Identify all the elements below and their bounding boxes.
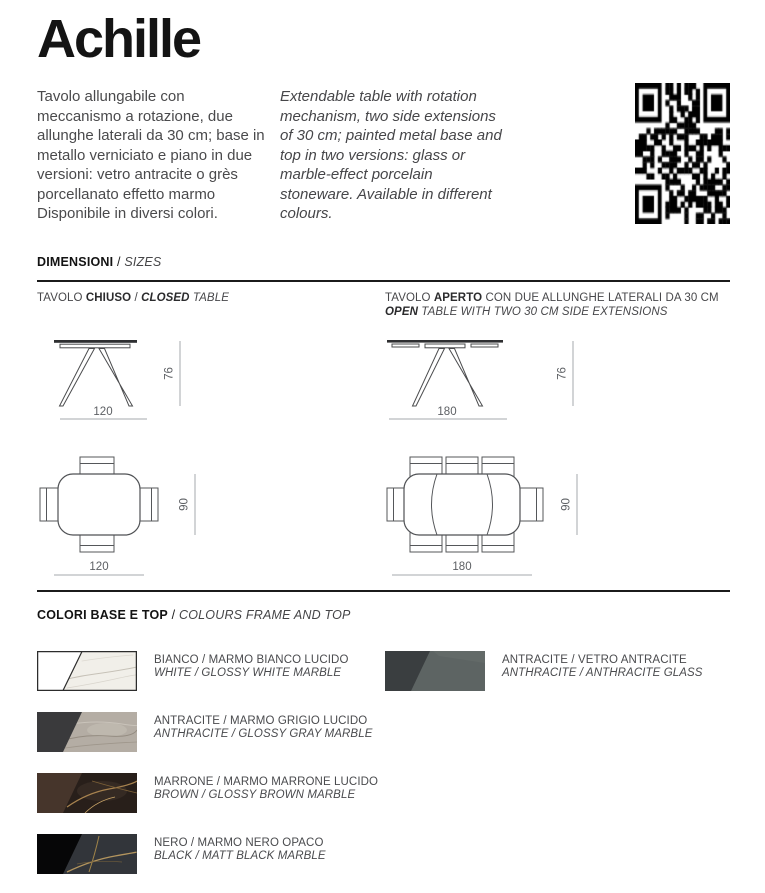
label-text: CLOSED [141, 291, 190, 304]
dimension-lines [389, 341, 573, 419]
colors-heading-it: COLORI BASE E TOP [37, 607, 168, 622]
swatch-label-line2: BROWN / GLOSSY BROWN MARBLE [154, 789, 356, 801]
section-divider [37, 280, 730, 282]
closed-table-side-view-drawing [37, 331, 207, 426]
swatch-label-line2: ANTHRACITE / GLOSSY GRAY MARBLE [154, 728, 373, 740]
height-dimension: 76 [163, 366, 176, 380]
white-marble-swatch [37, 651, 137, 691]
label-text: APERTO [433, 291, 483, 304]
black-marble-swatch [37, 834, 137, 874]
label-text: / [131, 291, 142, 304]
intro-section [37, 87, 730, 224]
label-text: TAVOLO [385, 291, 434, 304]
label-text: CON DUE ALLUNGHE LATERALI DA 30 CM [482, 291, 719, 304]
dimensions-section-heading [37, 255, 730, 269]
swatch-row-anthracite-glass [385, 651, 730, 691]
table-top-drawing [404, 474, 520, 535]
swatch-row-black-marble [37, 834, 385, 874]
swatch-label-line2: ANTHRACITE / ANTHRACITE GLASS [502, 667, 703, 679]
height-dimension: 76 [556, 366, 569, 380]
open-table-column [385, 291, 730, 586]
description-italian: Tavolo allungabile con meccanismo a rotazione, due allunghe laterali da 30 cm; base in metallo verniciato e piano in due versioni: vetro antracite o grès porcellanato effetto marmo Disponibile in diversi colori. [37, 88, 265, 222]
swatch-label-line1: NERO / MARMO NERO OPACO [154, 836, 324, 849]
qr-code [635, 83, 730, 224]
width-dimension: 120 [93, 405, 113, 418]
page-title: Achille [37, 9, 201, 69]
width-dimension: 180 [452, 560, 472, 573]
swatch-label-line1: ANTRACITE / MARMO GRIGIO LUCIDO [154, 714, 368, 727]
heading-separator: / [167, 607, 179, 622]
closed-table-label [37, 291, 385, 327]
swatch-label-line1: ANTRACITE / VETRO ANTRACITE [502, 653, 687, 666]
swatch-label-line2: WHITE / GLOSSY WHITE MARBLE [154, 667, 342, 679]
label-text: TABLE WITH TWO 30 CM SIDE EXTENSIONS [418, 305, 668, 318]
swatch-row-brown-marble [37, 773, 385, 813]
dimensions-heading-en: SIZES [124, 254, 162, 269]
swatch-row-gray-marble [37, 712, 385, 752]
anthracite-glass-swatch [385, 651, 485, 691]
closed-table-column [37, 291, 385, 586]
width-dimension: 120 [89, 560, 109, 573]
description-english: Extendable table with rotation mechanism, two side extensions of 30 cm; painted metal base and top in two versions: glass or marble-effect porcelain stoneware. Available in different colours. [280, 88, 502, 222]
swatch-label-line1: MARRONE / MARMO MARRONE LUCIDO [154, 775, 379, 788]
dimension-lines [60, 341, 180, 419]
swatch-label [154, 773, 378, 803]
depth-dimension: 90 [178, 497, 191, 511]
marble-blotch [87, 723, 127, 737]
swatch-label [154, 712, 372, 742]
dimension-drawings [37, 291, 730, 586]
color-swatch-grid [37, 651, 730, 874]
width-dimension: 180 [437, 405, 457, 418]
open-table-label [385, 291, 730, 327]
label-text: CHIUSO [85, 291, 132, 304]
swatch-label [154, 651, 349, 681]
section-divider [37, 590, 730, 592]
swatch-row-white-marble [37, 651, 385, 691]
open-table-top-view-drawing [385, 444, 595, 586]
table-side-drawing [387, 340, 503, 406]
table-side-drawing [54, 340, 137, 406]
table-top-drawing [58, 474, 140, 535]
heading-separator: / [113, 254, 125, 269]
label-text: TABLE [189, 291, 229, 304]
colors-heading-en: COLOURS FRAME AND TOP [179, 607, 351, 622]
swatch-label-line2: BLACK / MATT BLACK MARBLE [154, 850, 326, 862]
swatch-label [502, 651, 703, 681]
label-text: OPEN [385, 305, 418, 318]
gray-marble-swatch [37, 712, 137, 752]
closed-table-top-view-drawing [37, 444, 207, 586]
open-table-side-view-drawing [385, 331, 585, 426]
label-text: TAVOLO [37, 291, 86, 304]
swatch-label-line1: BIANCO / MARMO BIANCO LUCIDO [154, 653, 349, 666]
dimensions-heading-it: DIMENSIONI [37, 254, 114, 269]
depth-dimension: 90 [560, 497, 573, 511]
colors-section-heading [37, 608, 730, 622]
swatch-label [154, 834, 326, 864]
brown-marble-swatch [37, 773, 137, 813]
